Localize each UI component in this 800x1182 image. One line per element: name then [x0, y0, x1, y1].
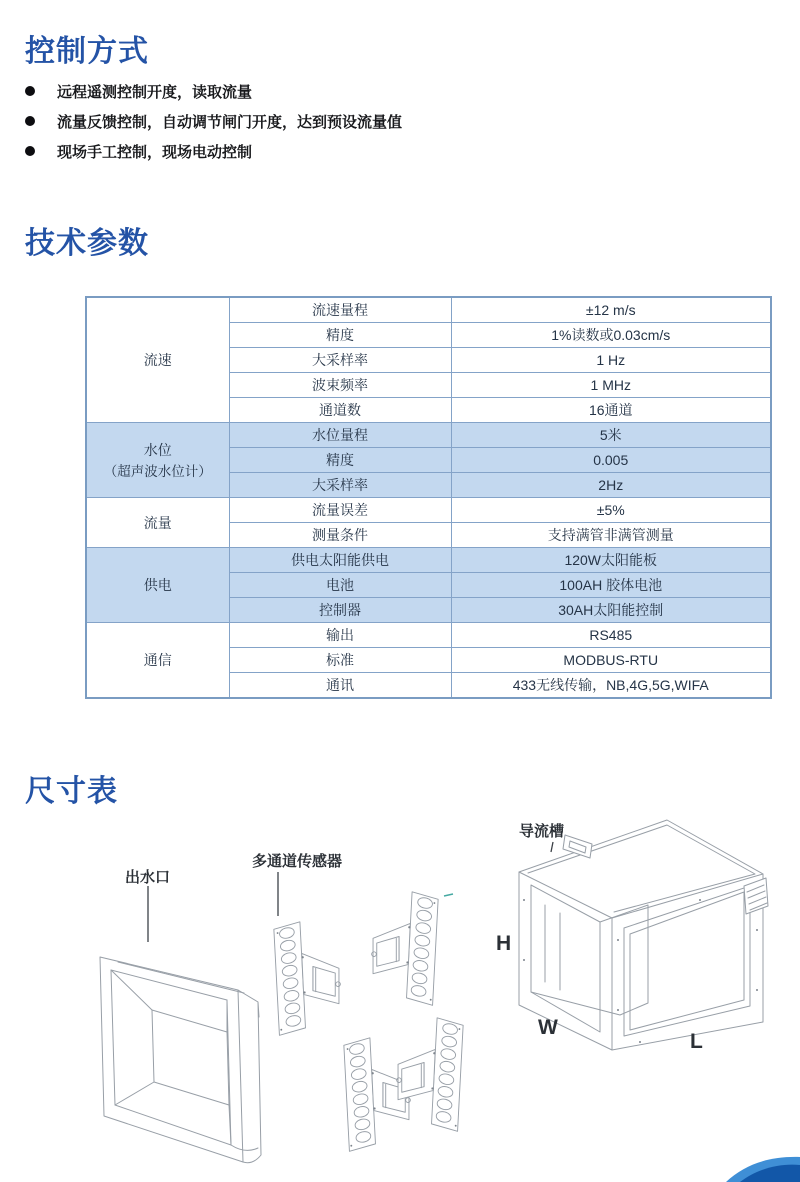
- param-cell: 通道数: [229, 398, 451, 423]
- value-cell: 30AH太阳能控制: [451, 598, 771, 623]
- label-flume: 导流槽: [519, 823, 565, 840]
- param-cell: 控制器: [229, 598, 451, 623]
- param-cell: 水位量程: [229, 423, 451, 448]
- param-cell: 大采样率: [229, 348, 451, 373]
- group-cell: 流量: [86, 498, 229, 548]
- param-cell: 大采样率: [229, 473, 451, 498]
- dimension-diagram: [0, 810, 800, 1182]
- value-cell: 1 MHz: [451, 373, 771, 398]
- param-cell: 波束频率: [229, 373, 451, 398]
- bullet-icon: [25, 116, 35, 126]
- bullet-item: [25, 76, 402, 106]
- corner-swoosh-decoration: [726, 1157, 800, 1182]
- value-cell: 1%读数或0.03cm/s: [451, 323, 771, 348]
- outlet-drawing: [100, 886, 261, 1163]
- group-cell: 通信: [86, 623, 229, 699]
- label-dim-w: W: [538, 1016, 558, 1039]
- value-cell: 16通道: [451, 398, 771, 423]
- param-cell: 流速量程: [229, 297, 451, 323]
- param-cell: 输出: [229, 623, 451, 648]
- param-cell: 测量条件: [229, 523, 451, 548]
- param-cell: 精度: [229, 323, 451, 348]
- value-cell: 1 Hz: [451, 348, 771, 373]
- group-cell: 流速: [86, 297, 229, 423]
- label-dim-h: H: [496, 932, 512, 955]
- label-sensor: 多通道传感器: [252, 853, 343, 870]
- table-row: [86, 498, 771, 523]
- label-outlet: 出水口: [125, 869, 171, 886]
- group-cell: 水位 （超声波水位计）: [86, 423, 229, 498]
- param-cell: 电池: [229, 573, 451, 598]
- control-bullet-list: [25, 76, 402, 166]
- value-cell: ±12 m/s: [451, 297, 771, 323]
- param-cell: 标准: [229, 648, 451, 673]
- value-cell: 120W太阳能板: [451, 548, 771, 573]
- bullet-item: [25, 106, 402, 136]
- section-title-specs: 技术参数: [25, 227, 149, 260]
- table-row: [86, 423, 771, 448]
- table-row: [86, 548, 771, 573]
- table-row: [86, 623, 771, 648]
- bullet-icon: [25, 146, 35, 156]
- param-cell: 通讯: [229, 673, 451, 699]
- bullet-icon: [25, 86, 35, 96]
- value-cell: 2Hz: [451, 473, 771, 498]
- value-cell: 100AH 胶体电池: [451, 573, 771, 598]
- value-cell: 433无线传输，NB,4G,5G,WIFA: [451, 673, 771, 699]
- value-cell: MODBUS-RTU: [451, 648, 771, 673]
- group-cell: 供电: [86, 548, 229, 623]
- param-cell: 供电太阳能供电: [229, 548, 451, 573]
- spec-table-body: [86, 297, 771, 698]
- value-cell: RS485: [451, 623, 771, 648]
- param-cell: 流量误差: [229, 498, 451, 523]
- section-title-dimensions: 尺寸表: [25, 775, 118, 808]
- table-row: [86, 297, 771, 323]
- value-cell: ±5%: [451, 498, 771, 523]
- sensor-plates-drawing: [274, 872, 463, 1151]
- value-cell: 5米: [451, 423, 771, 448]
- param-cell: 精度: [229, 448, 451, 473]
- bullet-text: 流量反馈控制，自动调节闸门开度，达到预设流量值: [57, 113, 403, 131]
- spec-table: [85, 296, 772, 699]
- value-cell: 0.005: [451, 448, 771, 473]
- label-dim-l: L: [690, 1030, 703, 1053]
- value-cell: 支持满管非满管测量: [451, 523, 771, 548]
- section-title-control: 控制方式: [25, 35, 149, 68]
- bullet-text: 远程遥测控制开度，读取流量: [57, 83, 253, 101]
- bullet-text: 现场手工控制，现场电动控制: [57, 143, 253, 161]
- bullet-item: [25, 136, 402, 166]
